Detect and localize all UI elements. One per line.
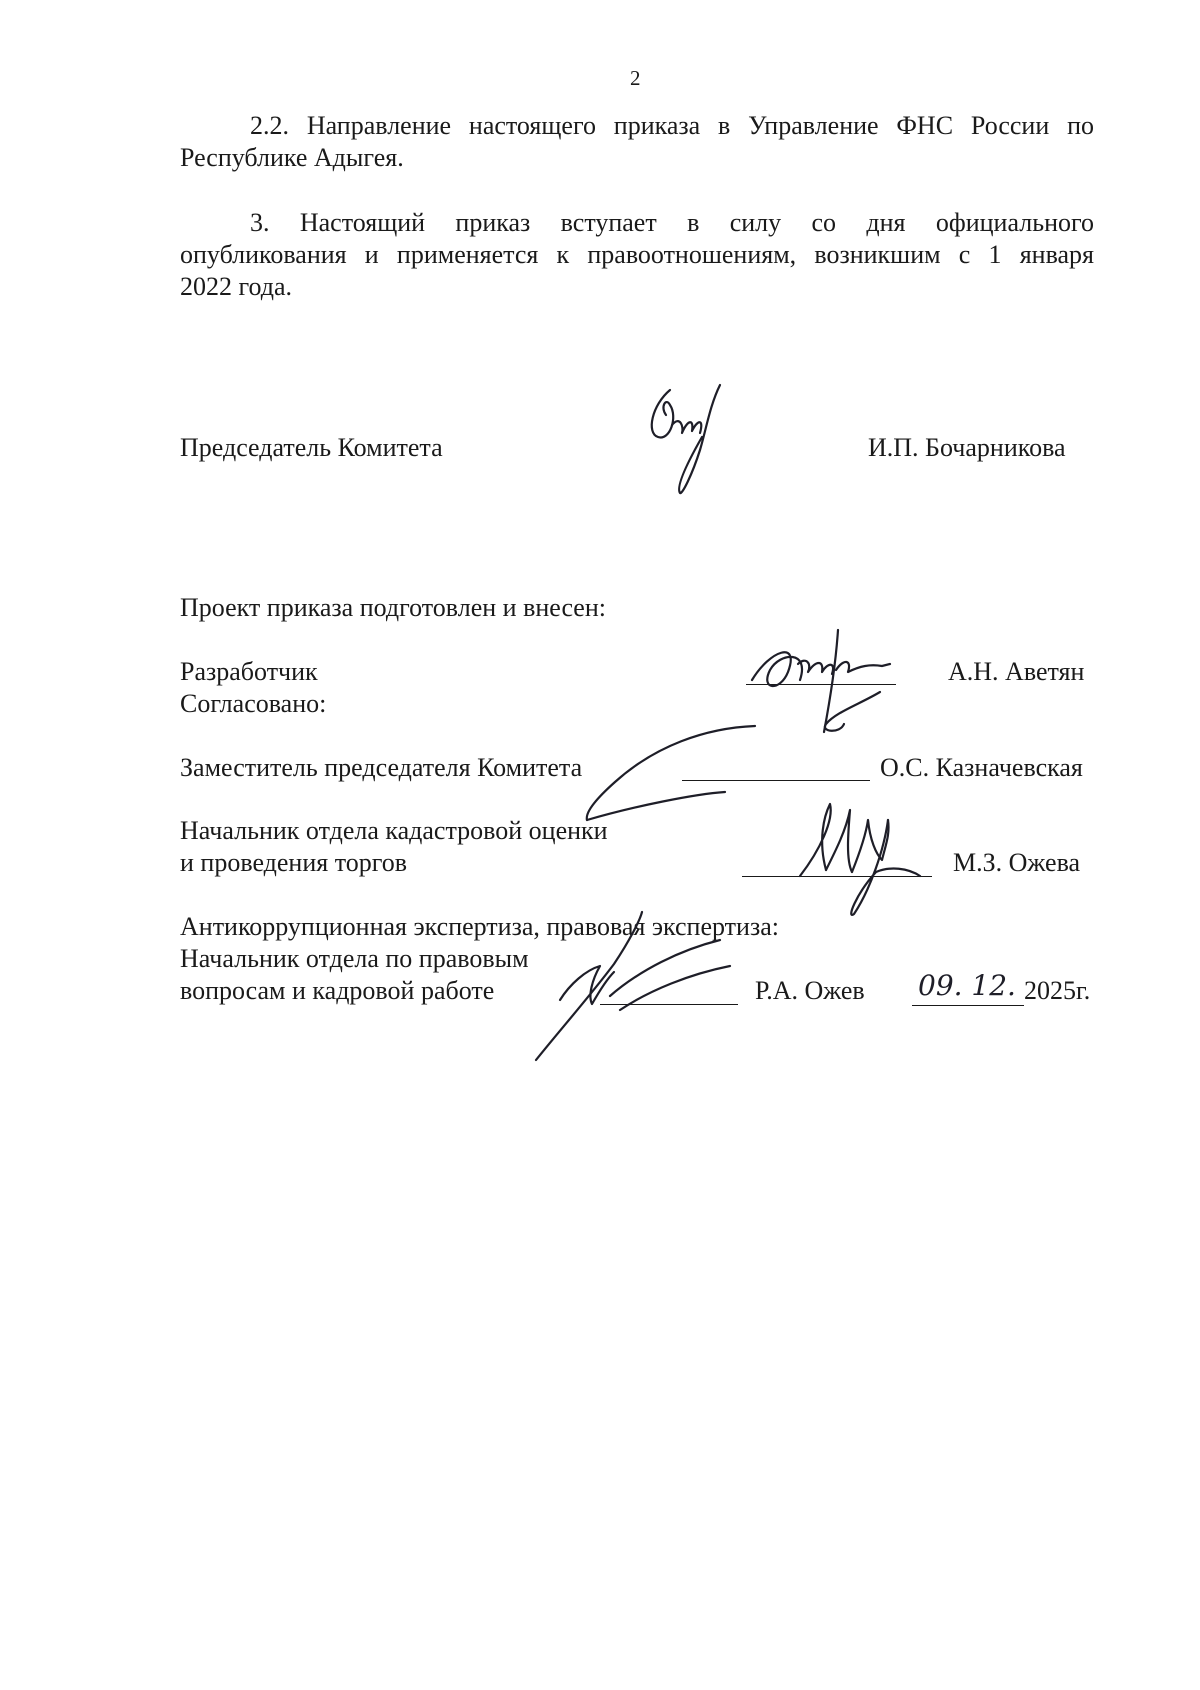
developer-label: Разработчик (180, 657, 318, 686)
chairman-signature (640, 375, 760, 505)
paragraph-2-2 (180, 110, 1094, 174)
paragraph-3-line-3: 2022 года. (180, 272, 293, 301)
developer-name: А.Н. Аветян (948, 657, 1085, 686)
cadastral-label-line-2: и проведения торгов (180, 848, 408, 877)
legal-label-line-1: Начальник отдела по правовым (180, 944, 529, 973)
page-number: 2 (630, 66, 641, 90)
legal-signature (530, 900, 740, 1070)
legal-label-line-2: вопросам и кадровой работе (180, 976, 495, 1005)
paragraph-2-2-line-2: Республике Адыгея. (180, 143, 404, 172)
cadastral-signature (790, 790, 930, 920)
anticorruption-heading: Антикоррупционная экспертиза, правовая экспертиза: (180, 912, 779, 941)
paragraph-3 (180, 207, 1094, 303)
paragraph-2-2-line-1: 2.2. Направление настоящего приказа в Управление ФНС России по (250, 111, 1094, 140)
paragraph-3-line-2: опубликования и применяется к правоотношениям, возникшим с 1 января (180, 240, 1094, 269)
legal-name: Р.А. Ожев (755, 976, 865, 1005)
deputy-label: Заместитель председателя Комитета (180, 753, 583, 782)
handwritten-date: 09. 12. (918, 969, 1016, 1002)
cadastral-name: М.З. Ожева (953, 848, 1081, 877)
deputy-signature (575, 712, 775, 832)
approvals-heading: Проект приказа подготовлен и внесен: (180, 593, 606, 622)
chairman-title: Председатель Комитета (180, 433, 443, 462)
cadastral-label-line-1: Начальник отдела кадастровой оценки (180, 816, 608, 845)
deputy-name: О.С. Казначевская (880, 753, 1083, 782)
paragraph-3-line-1: 3. Настоящий приказ вступает в силу со дня официального (250, 208, 1094, 237)
year-suffix: 2025г. (1024, 976, 1091, 1005)
date-underline (912, 1005, 1024, 1006)
chairman-name: И.П. Бочарникова (868, 433, 1066, 462)
agreed-label: Согласовано: (180, 689, 327, 718)
